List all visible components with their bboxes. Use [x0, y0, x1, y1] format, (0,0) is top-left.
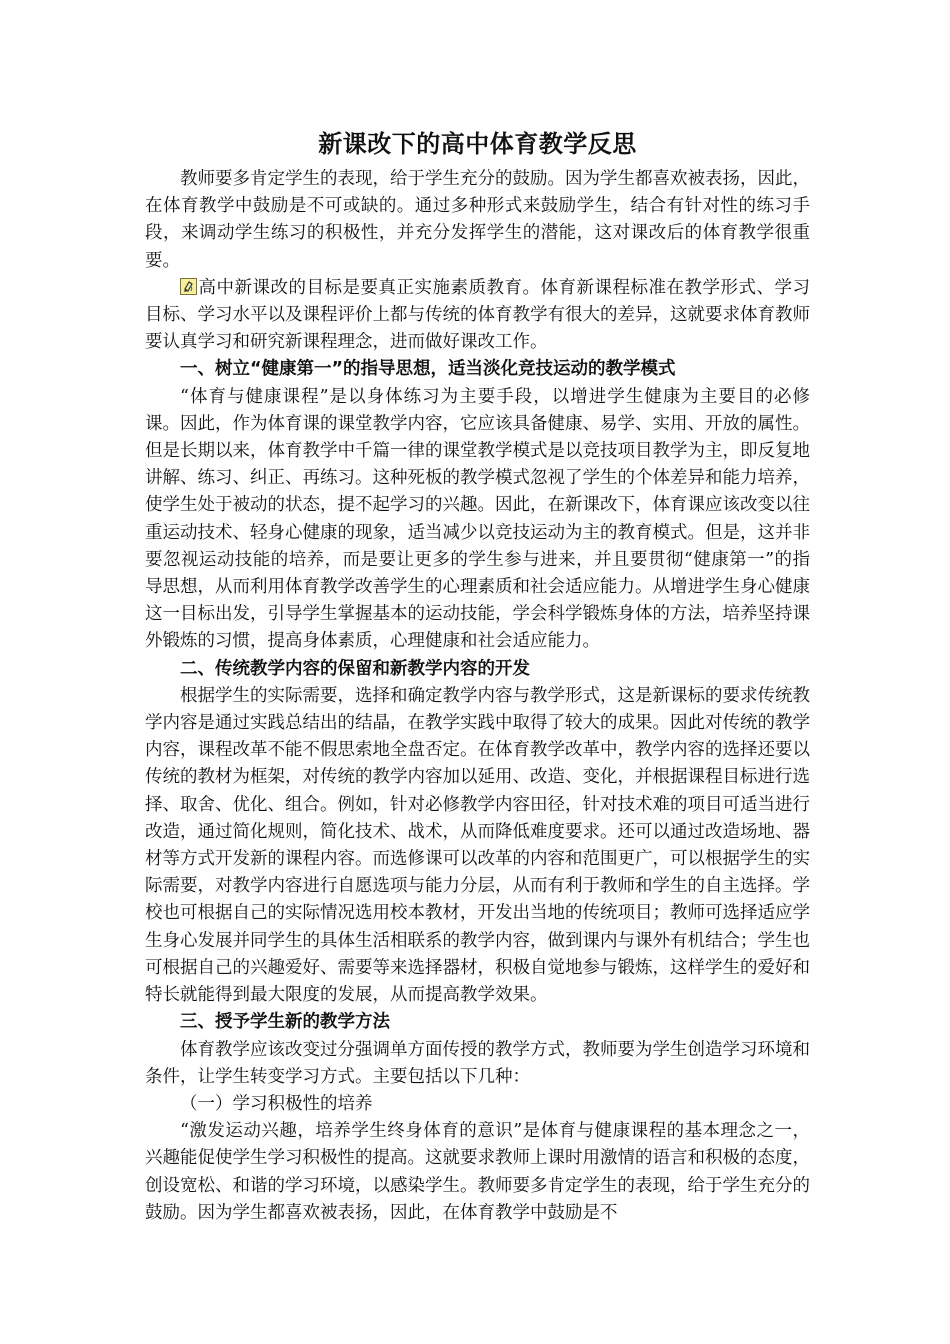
section3-body: 体育教学应该改变过分强调单方面传授的教学方式，教师要为学生创造学习环境和条件，让学生转变学习方式。主要包括以下几种： — [145, 1039, 810, 1087]
section3-heading: 三、授予学生新的教学方法 — [180, 1012, 390, 1033]
intro-paragraph: 教师要多肯定学生的表现，给于学生充分的鼓励。因为学生都喜欢被表扬，因此，在体育教学中鼓励是不可或缺的。通过多种形式来鼓励学生，结合有针对性的练习手段，来调动学生练习的积极性，并充分发挥学生的潜能，这对课改后的体育教学很重要。 — [145, 169, 810, 271]
section2-heading: 二、传统教学内容的保留和新教学内容的开发 — [180, 658, 530, 679]
section3-sub1-heading: （一）学习积极性的培养 — [180, 1093, 373, 1114]
goal-paragraph — [145, 275, 810, 357]
section3-sub1-body: “激发运动兴趣，培养学生终身体育的意识”是体育与健康课程的基本理念之一，兴趣能促使学生学习积极性的提高。这就要求教师上课时用激情的语言和积极的态度，创设宽松、和谐的学习环境，以感染学生。教师要多肯定学生的表现，给于学生充分的鼓励。因为学生都喜欢被表扬，因此，在体育教学中鼓励是不 — [145, 1121, 810, 1223]
paragraph-anchor-icon[interactable] — [180, 278, 197, 295]
document-page — [145, 126, 810, 1227]
goal-paragraph-text: 高中新课改的目标是要真正实施素质教育。体育新课程标准在教学形式、学习目标、学习水平以及课程评价上都与传统的体育教学有很大的差异，这就要求体育教师要认真学习和研究新课程理念，进而做好课改工作。 — [145, 277, 810, 353]
section1-body: “体育与健康课程”是以身体练习为主要手段，以增进学生健康为主要目的必修课。因此，作为体育课的课堂教学内容，它应该具备健康、易学、实用、开放的属性。但是长期以来，体育教学中千篇一律的课堂教学模式是以竞技项目教学为主，即反复地讲解、练习、纠正、再练习。这种死板的教学模式忽视了学生的个体差异和能力培养，使学生处于被动的状态，提不起学习的兴趣。因此，在新课改下，体育课应该改变以往重运动技术、轻身心健康的现象，适当减少以竞技运动为主的教育模式。但是，这并非要忽视运动技能的培养，而是要让更多的学生参与进来，并且要贯彻“健康第一”的指导思想，从而利用体育教学改善学生的心理素质和社会适应能力。从增进学生身心健康这一目标出发，引导学生掌握基本的运动技能，学会科学锻炼身体的方法，培养坚持课外锻炼的习惯，提高身体素质，心理健康和社会适应能力。 — [145, 386, 810, 652]
document-title: 新课改下的高中体育教学反思 — [318, 130, 637, 158]
section1-heading: 一、树立“健康第一”的指导思想，适当淡化竞技运动的教学模式 — [180, 359, 676, 380]
section2-body: 根据学生的实际需要，选择和确定教学内容与教学形式，这是新课标的要求传统教学内容是通过实践总结出的结晶，在教学实践中取得了较大的成果。因此对传统的教学内容，课程改革不能不假思索地全盘否定。在体育教学改革中，教学内容的选择还要以传统的教材为框架，对传统的教学内容加以延用、改造、变化，并根据课程目标进行选择、取舍、优化、组合。例如，针对必修教学内容田径，针对技术难的项目可适当进行改造，通过简化规则，简化技术、战术，从而降低难度要求。还可以通过改造场地、器材等方式开发新的课程内容。而选修课可以改革的内容和范围更广，可以根据学生的实际需要，对教学内容进行自愿选项与能力分层，从而有利于教师和学生的自主选择。学校也可根据自己的实际情况选用校本教材，开发出当地的传统项目；教师可选择适应学生身心发展并同学生的具体生活相联系的教学内容，做到课内与课外有机结合；学生也可根据自己的兴趣爱好、需要等来选择器材，积极自觉地参与锻炼，这样学生的爱好和特长就能得到最大限度的发展，从而提高教学效果。 — [145, 685, 810, 1006]
